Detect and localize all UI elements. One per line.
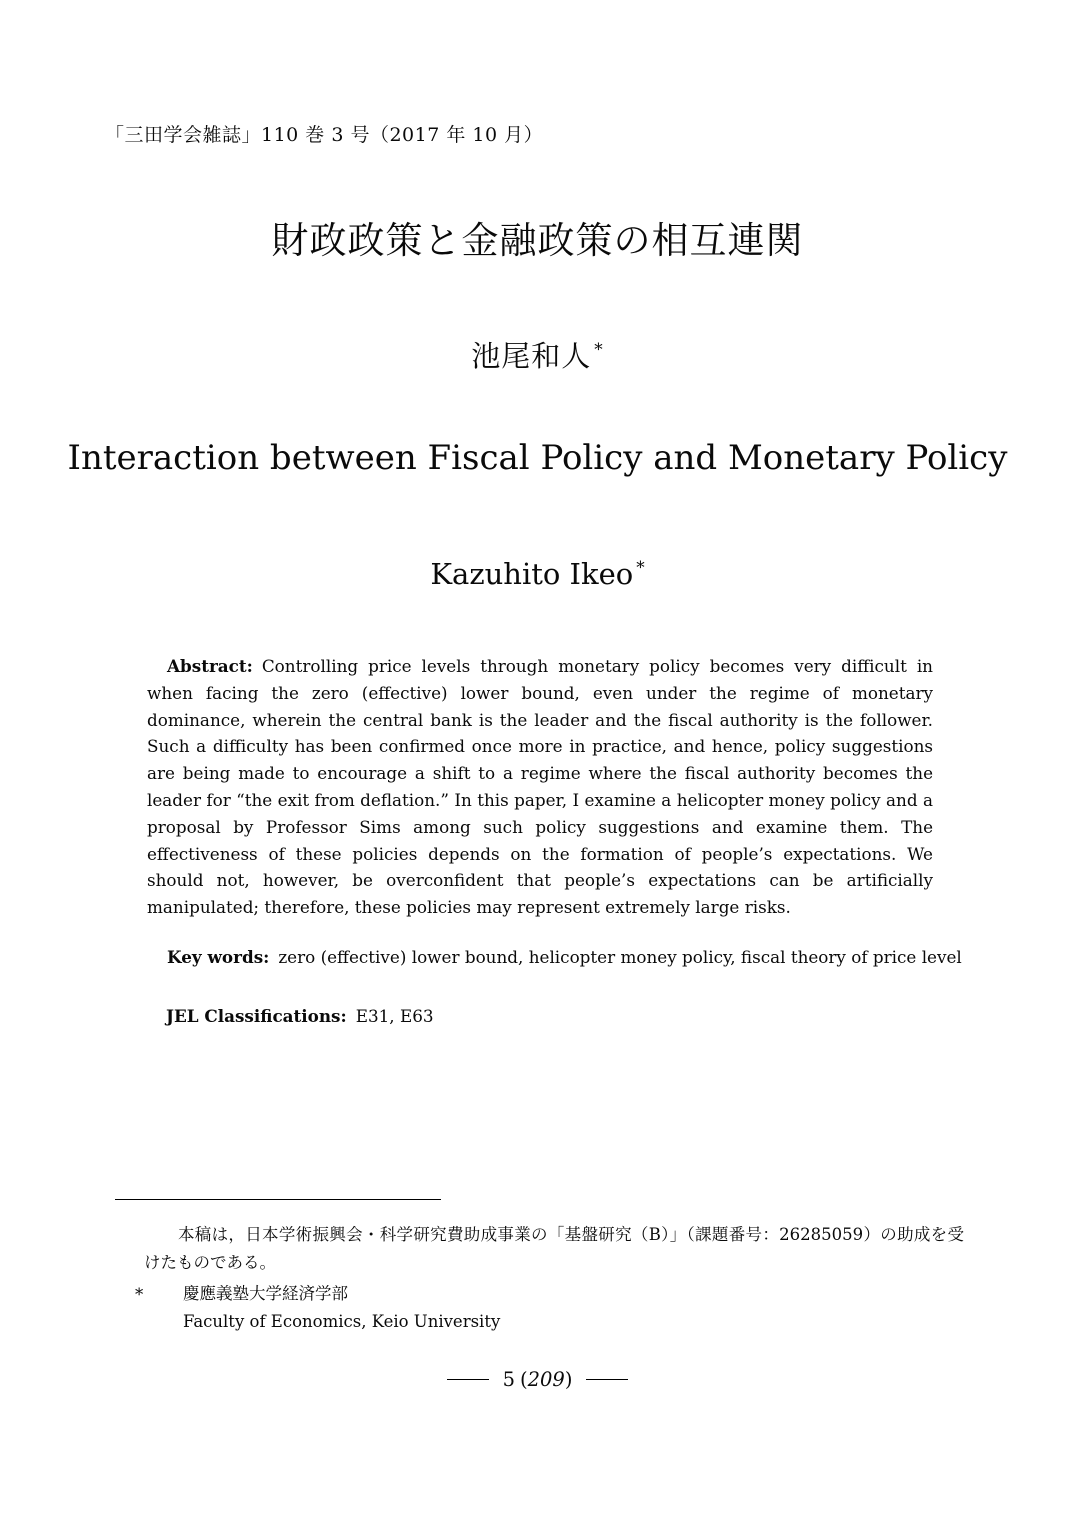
jel-classifications-line	[166, 1006, 434, 1026]
journal-issue-header: 「三田学会雑誌」110 巻 3 号（2017 年 10 月）	[105, 124, 544, 146]
affiliation-japanese: 慶應義塾大学経済学部	[183, 1284, 348, 1303]
footnote-divider-rule	[115, 1199, 441, 1200]
paren-close: )	[564, 1368, 573, 1391]
author-japanese-name: 池尾和人	[471, 339, 592, 373]
affiliation-footnote-marker: *	[135, 1285, 144, 1304]
affiliation-lines	[183, 1280, 500, 1335]
paper-title-japanese	[0, 210, 1075, 264]
page-number-footer	[0, 1368, 1075, 1391]
footer-rule-left	[447, 1379, 489, 1380]
author-english-name: Kazuhito Ikeo	[430, 557, 634, 591]
author-english	[0, 557, 1075, 591]
page-number-alt	[520, 1368, 572, 1391]
paper-title-japanese-text: 財政政策と金融政策の相互連関	[271, 219, 804, 262]
page-number-group	[503, 1368, 573, 1391]
footnote-funding-text: 本稿は，日本学術振興会・科学研究費助成事業の「基盤研究（B）」（課題番号：26285059）の助成を受けたものである。	[144, 1225, 964, 1272]
footer-rule-right	[586, 1379, 628, 1380]
paper-title-english	[0, 438, 1075, 478]
footnote-funding	[144, 1221, 964, 1276]
abstract-section	[147, 653, 933, 921]
page-number: 5	[502, 1368, 515, 1391]
abstract-label: Abstract:	[167, 656, 253, 676]
footnote-affiliation	[135, 1280, 500, 1335]
author-footnote-marker: *	[594, 339, 604, 360]
author-japanese	[0, 334, 1075, 375]
affiliation-english: Faculty of Economics, Keio University	[183, 1311, 501, 1331]
abstract-paragraph	[147, 653, 933, 921]
keywords-text: zero (effective) lower bound, helicopter money policy, fiscal theory of price level	[278, 947, 962, 967]
paren-open: (	[519, 1368, 528, 1391]
paper-title-english-text: Interaction between Fiscal Policy and Monetary Policy	[67, 438, 1008, 478]
jel-label: JEL Classifications:	[166, 1006, 347, 1026]
abstract-text: Controlling price levels through monetary policy becomes very difficult in when facing the zero (effective) lower bound, even under the regime of monetary dominance, wherein the central bank is the leader and the fiscal authority is the follower. Such a difficulty has been confirmed once more in practice, and hence, policy suggestions are being made to encourage a shift to a regime where the fiscal authority becomes the leader for “the exit from deflation.” In this paper, I examine a helicopter money policy and a proposal by Professor Sims among such policy suggestions and examine them. The effectiveness of these policies depends on the formation of people’s expectations. We should not, however, be overconfident that people’s expectations can be artificially manipulated; therefore, these policies may represent extremely large risks.	[147, 656, 933, 918]
author-footnote-marker-en: *	[636, 557, 645, 578]
alt-page-number: 209	[527, 1368, 565, 1391]
keywords-label: Key words:	[167, 947, 270, 967]
keywords-line	[147, 944, 962, 970]
jel-text: E31, E63	[355, 1006, 434, 1026]
